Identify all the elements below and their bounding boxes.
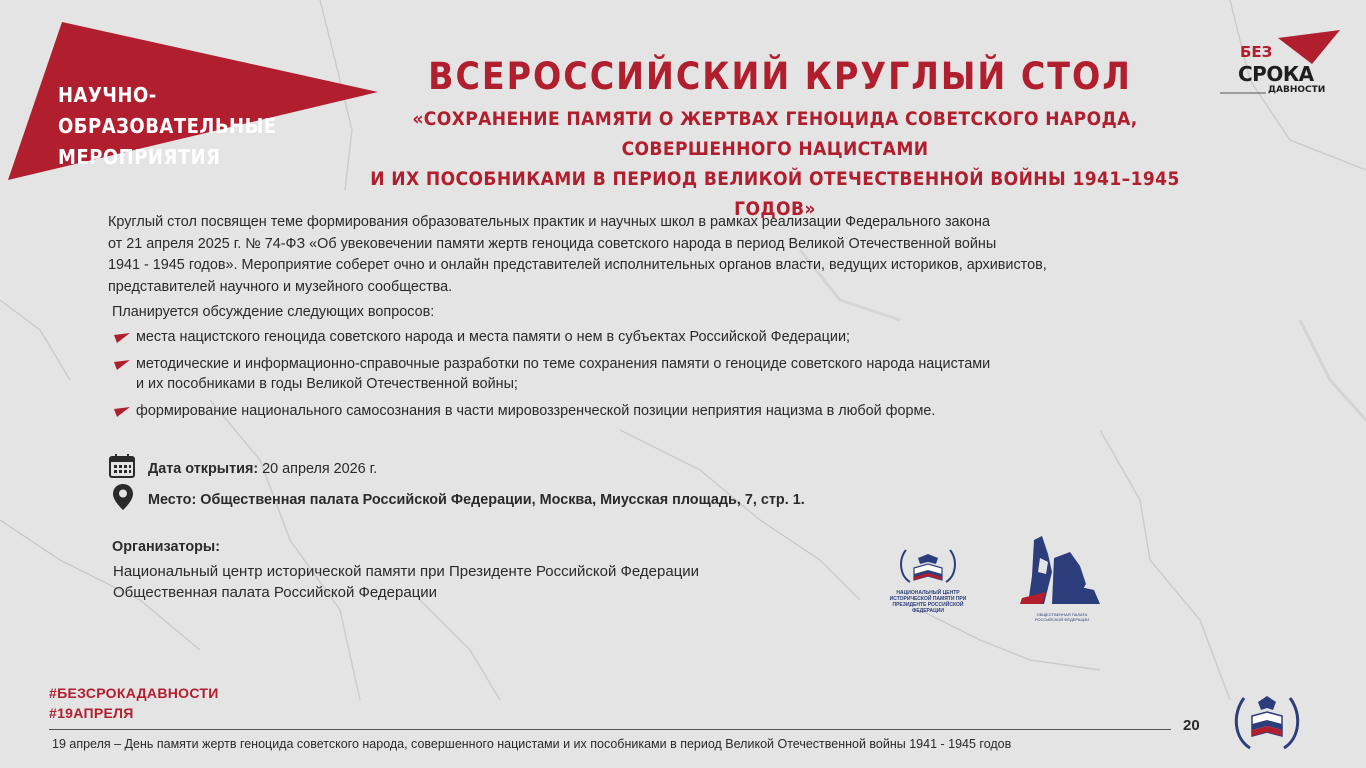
subtitle-line2: И ИХ ПОСОБНИКАМИ В ПЕРИОД ВЕЛИКОЙ ОТЕЧЕСТВЕННОЙ ВОЙНЫ 1941–1945 ГОДОВ» xyxy=(370,168,1180,220)
logo-text-sroka: СРОКА xyxy=(1238,62,1314,86)
footer-note: 19 апреля – День памяти жертв геноцида советского народа, совершенного нацистами и их пособниками в период Великой Отечественной войны 1941 - 1945 годов xyxy=(52,737,1012,751)
organizer-item: Общественная палата Российской Федерации xyxy=(113,584,438,601)
list-item xyxy=(110,354,1170,394)
public-chamber-caption: ОБЩЕСТВЕННАЯ ПАЛАТА РОССИЙСКОЙ ФЕДЕРАЦИИ xyxy=(1034,612,1090,622)
logo-text-davnosti: ДАВНОСТИ xyxy=(1268,85,1326,95)
footer-divider xyxy=(49,729,1171,730)
hashtag-link[interactable]: #19АПРЕЛЯ xyxy=(49,705,134,721)
bullet-arrow-icon xyxy=(114,407,130,417)
intro-line: 1941 - 1945 годов». Мероприятие соберет очно и онлайн представителей исполнительных органов власти, ведущих историков, архивистов, xyxy=(108,257,1047,273)
intro-line: от 21 апреля 2025 г. № 74-ФЗ «Об увековечении памяти жертв геноцида советского народа в период Великой Отечественной войны xyxy=(108,235,997,252)
organizers-list xyxy=(113,561,699,603)
section-badge-line1: НАУЧНО-ОБРАЗОВАТЕЛЬНЫЕ xyxy=(58,83,277,138)
date-value: 20 апреля 2026 г. xyxy=(258,461,378,477)
list-item xyxy=(110,327,1170,347)
organizers-heading: Организаторы: xyxy=(112,539,221,555)
list-item-text: методические и информационно-справочные разработки по теме сохранения памяти о геноциде советского народа нацистами xyxy=(136,356,991,372)
hashtags xyxy=(49,683,219,723)
bez-sroka-davnosti-logo xyxy=(1216,22,1340,102)
section-badge xyxy=(58,80,308,173)
organizer-item: Национальный центр исторической памяти при Президенте Российской Федерации xyxy=(113,563,700,580)
intro-paragraph xyxy=(108,212,1188,298)
list-item-text: места нацистского геноцида советского народа и места памяти о нем в субъектах Российской Федерации; xyxy=(136,329,850,345)
logo-text-bez: БЕЗ xyxy=(1240,43,1273,61)
bullet-arrow-icon xyxy=(114,333,130,343)
ncip-logo xyxy=(880,540,976,622)
discussion-list xyxy=(110,327,1170,428)
venue xyxy=(148,491,805,509)
page-title: ВСЕРОССИЙСКИЙ КРУГЛЫЙ СТОЛ xyxy=(428,55,1132,98)
place-value: Общественная палата Российской Федерации, Москва, Миусская площадь, 7, стр. 1. xyxy=(196,492,805,508)
list-item-text: формирование национального самосознания в части мировоззренческой позиции неприятия нацизма в любой форме. xyxy=(136,403,936,419)
calendar-icon xyxy=(108,453,136,479)
public-chamber-logo xyxy=(1014,532,1106,628)
list-item-text-cont: и их пособниками в годы Великой Отечественной войны; xyxy=(136,376,518,392)
date-label: Дата открытия: xyxy=(148,461,259,477)
intro-line: представителей научного и музейного сообщества. xyxy=(108,278,453,295)
ncip-caption: НАЦИОНАЛЬНЫЙ ЦЕНТР ИСТОРИЧЕСКОЙ ПАМЯТИ ПРИ ПРЕЗИДЕНТЕ РОССИЙСКОЙ ФЕДЕРАЦИИ xyxy=(889,590,967,614)
section-badge-line2: МЕРОПРИЯТИЯ xyxy=(58,145,221,169)
hashtag-link[interactable]: #БЕЗСРОКАДАВНОСТИ xyxy=(49,685,219,701)
emblem-logo xyxy=(1226,684,1308,754)
page-number: 20 xyxy=(1183,717,1200,734)
page-subtitle xyxy=(360,104,1190,224)
discussion-intro: Планируется обсуждение следующих вопросов: xyxy=(112,304,435,320)
list-item xyxy=(110,401,1170,421)
bullet-arrow-icon xyxy=(114,360,130,370)
location-pin-icon xyxy=(112,483,134,511)
subtitle-line1: «СОХРАНЕНИЕ ПАМЯТИ О ЖЕРТВАХ ГЕНОЦИДА СОВЕТСКОГО НАРОДА, СОВЕРШЕННОГО НАЦИСТАМИ xyxy=(412,108,1138,160)
place-label: Место: xyxy=(148,492,197,508)
opening-date xyxy=(148,460,377,478)
intro-line: Круглый стол посвящен теме формирования образовательных практик и научных школ в рамках реализации Федерального закона xyxy=(108,214,990,230)
